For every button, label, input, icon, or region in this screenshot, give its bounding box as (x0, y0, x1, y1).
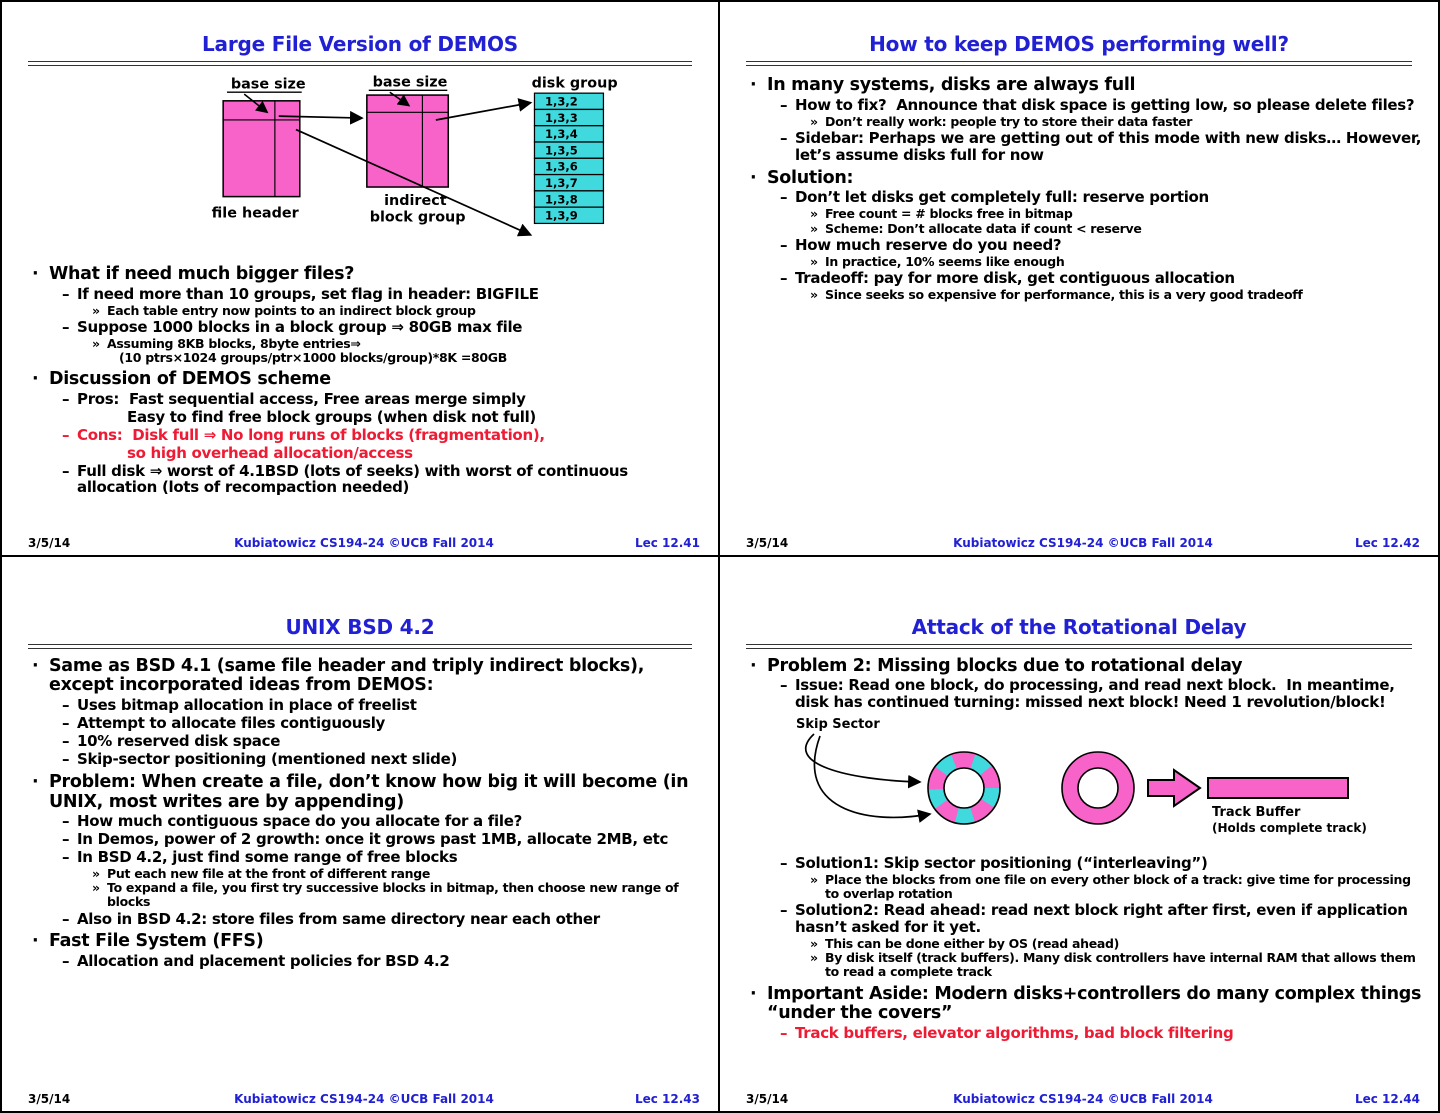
slide-footer (746, 536, 1420, 550)
slide-footer (746, 1092, 1420, 1106)
bullet-line (780, 189, 1426, 206)
bullet-text: Issue: Read one block, do processing, and read next block. In meantime, disk has continued turning: missed next block! Need 1 revolution/block! (795, 676, 1400, 712)
bullet-text: Tradeoff: pay for more disk, get contiguous allocation (795, 268, 1235, 287)
label-base-size-right: base size (372, 74, 448, 91)
bullet-marker: » (810, 113, 818, 129)
disk-cell-text: 1,3,2 (545, 94, 578, 109)
label-disk-group: disk group (531, 75, 618, 92)
bullet-marker: » (810, 206, 818, 222)
footer-date: 3/5/14 (28, 1092, 71, 1106)
bullet-marker: – (780, 676, 788, 695)
bullet-line (780, 97, 1426, 114)
disk-cell-text: 1,3,5 (545, 143, 578, 158)
bullet-text: Easy to find free block groups (when disk not full) (127, 407, 536, 426)
bullet-text: Problem: When create a file, don’t know how big it will become (in UNIX, most writes are by appending) (49, 771, 695, 812)
bullet-line (810, 222, 1426, 236)
bullet-marker: – (62, 696, 70, 715)
bullet-marker: – (780, 268, 788, 287)
bullet-line (92, 867, 706, 881)
bullet-marker: · (32, 369, 39, 390)
bullet-text: Uses bitmap allocation in place of freelist (77, 696, 417, 715)
bullet-text: Same as BSD 4.1 (same file header and triply indirect blocks), except incorporated ideas from DEMOS: (49, 655, 650, 696)
bullet-marker: – (780, 128, 788, 147)
bullet-marker: » (810, 286, 818, 302)
label-indirect-line2: block group (369, 209, 466, 226)
bullet-text: To expand a file, you first try successive blocks in bitmap, then choose new range of blocks (107, 880, 683, 910)
footer-date: 3/5/14 (746, 535, 789, 550)
bullet-marker: » (92, 302, 100, 318)
bullet-line (810, 207, 1426, 221)
bullet-line (62, 391, 706, 408)
ring2-inner-outline (1078, 768, 1118, 808)
slide-content-bottom (720, 855, 1438, 1042)
bullet-marker: · (750, 983, 757, 1004)
bullet-text: How to fix? Announce that disk space is getting low, so please delete files? (795, 95, 1415, 114)
bullet-marker: » (92, 880, 100, 896)
bullet-marker: – (62, 812, 70, 831)
bullet-marker: – (62, 731, 70, 750)
bullet-line (62, 715, 706, 732)
disk-cell-text: 1,3,3 (545, 110, 578, 125)
bullet-line (750, 657, 1426, 677)
bullet-text: Important Aside: Modern disks+controllers do many complex things “under the covers” (767, 983, 1427, 1024)
bullet-line (62, 849, 706, 866)
bullet-marker: · (32, 264, 39, 284)
bullet-text: (10 ptrs×1024 groups/ptr×1000 blocks/group)*8K =80GB (119, 349, 507, 365)
footer-lecture-number: Lec 12.44 (1354, 1092, 1420, 1106)
bullet-line (750, 169, 1426, 189)
label-track-buffer: Track Buffer (1212, 805, 1301, 821)
bullet-line (750, 76, 1426, 96)
footer-course: Kubiatowicz CS194-24 ©UCB Fall 2014 (953, 535, 1213, 550)
bullet-marker: » (810, 220, 818, 236)
bullet-line (750, 985, 1426, 1025)
bullet-marker: · (750, 167, 757, 188)
bullet-text: so high overhead allocation/access (127, 443, 413, 462)
bullet-line (62, 831, 706, 848)
title-rule (746, 61, 1412, 66)
bullet-line (92, 337, 706, 351)
bullet-text: Don’t let disks get completely full: reserve portion (795, 188, 1209, 207)
slide-content (2, 265, 718, 496)
bullet-marker: » (810, 872, 818, 888)
slide-rotational-delay (720, 557, 1438, 1112)
bullet-text: Solution: (767, 167, 854, 188)
bullet-marker: – (780, 188, 788, 207)
bullet-line (810, 115, 1426, 129)
footer-date: 3/5/14 (28, 535, 71, 550)
bullet-text: Since seeks so expensive for performance, this is a very good tradeoff (825, 286, 1303, 302)
bullet-line (32, 370, 706, 390)
disk-cell-text: 1,3,7 (545, 176, 578, 191)
bullet-text: Place the blocks from one file on every other block of a track: give time for processing to overlap rotation (825, 872, 1415, 902)
title-rule (28, 644, 692, 649)
label-base-size-left: base size (230, 76, 306, 93)
bullet-text: In practice, 10% seems like enough (825, 253, 1065, 269)
slide-content (720, 76, 1438, 302)
bullet-text: Pros: Fast sequential access, Free areas merge simply (77, 389, 526, 408)
disk-cell-text: 1,3,8 (545, 192, 578, 207)
transfer-arrow (1148, 770, 1200, 806)
bullet-marker: – (62, 461, 70, 480)
bullet-marker: – (62, 389, 70, 408)
bullet-text: In many systems, disks are always full (767, 75, 1136, 95)
bullet-line (32, 265, 706, 285)
bullet-text: Track buffers, elevator algorithms, bad block filtering (795, 1024, 1234, 1043)
bullet-text: This can be done either by OS (read ahead) (825, 936, 1120, 952)
bullet-text: How much reserve do you need? (795, 235, 1062, 254)
label-indirect-line1: indirect (384, 193, 447, 210)
disk-group-table (534, 93, 603, 223)
bullet-line (32, 657, 706, 697)
bullet-text: Problem 2: Missing blocks due to rotational delay (767, 655, 1243, 676)
bullet-line (780, 270, 1426, 287)
footer-course: Kubiatowicz CS194-24 ©UCB Fall 2014 (234, 535, 494, 550)
bullet-line (62, 697, 706, 714)
bullet-text: Skip-sector positioning (mentioned next slide) (77, 749, 458, 768)
bullet-text: In Demos, power of 2 growth: once it grows past 1MB, allocate 2MB, etc (77, 830, 669, 849)
bullet-marker: » (92, 335, 100, 351)
bullet-text: Allocation and placement policies for BSD 4.2 (77, 952, 450, 971)
bullet-marker: » (810, 950, 818, 966)
slide-footer (28, 1092, 700, 1106)
bullet-line (62, 319, 706, 336)
indirect-block-group-rect (367, 95, 448, 187)
bullet-marker: – (780, 901, 788, 920)
title-rule (28, 61, 692, 66)
bullet-text: Attempt to allocate files contiguously (77, 713, 386, 732)
footer-course: Kubiatowicz CS194-24 ©UCB Fall 2014 (234, 1092, 494, 1106)
label-skip-sector: Skip Sector (796, 717, 880, 733)
bullet-marker: – (62, 284, 70, 303)
bullet-line (62, 751, 706, 768)
bullet-marker: · (32, 655, 39, 676)
footer-lecture-number: Lec 12.41 (634, 535, 700, 550)
slide-title: Attack of the Rotational Delay (911, 614, 1247, 639)
bullet-text: How much contiguous space do you allocate for a file? (77, 812, 522, 831)
label-track-buffer-sub: (Holds complete track) (1212, 821, 1367, 836)
solid-track-ring (1062, 752, 1134, 824)
bullet-marker: – (62, 317, 70, 336)
track-buffer-rect (1208, 778, 1348, 798)
bullet-marker: – (62, 952, 70, 971)
footer-date: 3/5/14 (746, 1092, 789, 1106)
bullet-text: Full disk ⇒ worst of 4.1BSD (lots of seeks) with worst of continuous allocation (lots of recompaction needed) (77, 461, 633, 497)
disk-cell-text: 1,3,4 (545, 127, 578, 142)
disk-cell-text: 1,3,6 (545, 159, 578, 174)
bullet-marker: – (62, 909, 70, 928)
bullet-marker: » (810, 936, 818, 952)
bullet-line (810, 937, 1426, 951)
bullet-marker: – (780, 854, 788, 873)
bullet-line (62, 286, 706, 303)
label-file-header: file header (211, 205, 299, 222)
bullet-marker: – (62, 713, 70, 732)
bullet-text: Each table entry now points to an indirect block group (107, 302, 476, 318)
bullet-line (62, 427, 706, 444)
bullet-text: Don’t really work: people try to store their data faster (825, 113, 1193, 129)
bullet-marker: » (810, 253, 818, 269)
bullet-line (780, 130, 1426, 164)
demos-block-diagram (86, 74, 718, 260)
slide-large-file-demos (2, 2, 720, 557)
bullet-marker: – (62, 848, 70, 867)
bullet-text: Scheme: Don’t allocate data if count < reserve (825, 220, 1142, 236)
bullet-line (92, 881, 706, 909)
bullet-marker: – (780, 95, 788, 114)
bullet-text: Free count = # blocks free in bitmap (825, 206, 1073, 222)
bullet-text: In BSD 4.2, just find some range of free blocks (77, 848, 458, 867)
bullet-text: Cons: Disk full ⇒ No long runs of blocks (fragmentation), (77, 425, 545, 444)
bullet-line (780, 902, 1426, 936)
bullet-line (92, 304, 706, 318)
bullet-line (32, 932, 706, 952)
bullet-line (780, 1025, 1426, 1042)
bullet-text: 10% reserved disk space (77, 731, 281, 750)
slide-title: How to keep DEMOS performing well? (869, 32, 1289, 56)
bullet-line (32, 773, 706, 813)
slide-content-top (720, 657, 1438, 712)
bullet-line (810, 255, 1426, 269)
arrow-skip-sector-2 (814, 736, 930, 817)
bullet-line (780, 677, 1426, 711)
bullet-line (62, 445, 706, 462)
bullet-text: Sidebar: Perhaps we are getting out of this mode with new disks… However, let’s assume disks full for now (795, 128, 1427, 164)
bullet-text: Also in BSD 4.2: store files from same directory near each other (77, 909, 600, 928)
slide-title: UNIX BSD 4.2 (285, 614, 435, 639)
interleaved-track-ring (928, 752, 1000, 824)
bullet-line (62, 463, 706, 497)
bullet-line (62, 911, 706, 928)
bullet-line (780, 855, 1426, 872)
slide-unix-bsd-42 (2, 557, 720, 1112)
bullet-text: Put each new file at the front of different range (107, 866, 431, 882)
bullet-marker: – (62, 425, 70, 444)
ring-inner-outline (944, 768, 984, 808)
footer-course: Kubiatowicz CS194-24 ©UCB Fall 2014 (953, 1092, 1213, 1106)
bullet-text: Suppose 1000 blocks in a block group ⇒ 80GB max file (77, 317, 523, 336)
rotational-delay-diagram (768, 712, 1438, 854)
bullet-line (62, 813, 706, 830)
bullet-text: What if need much bigger files? (49, 264, 355, 284)
bullet-marker: – (62, 830, 70, 849)
title-rule (746, 644, 1412, 649)
slide-footer (28, 536, 700, 550)
bullet-text: Assuming 8KB blocks, 8byte entries⇒ (107, 335, 361, 351)
bullet-line (810, 873, 1426, 901)
bullet-text: Solution2: Read ahead: read next block right after first, even if application hasn’t asked for it yet. (795, 901, 1413, 937)
bullet-marker: » (92, 866, 100, 882)
slide-title: Large File Version of DEMOS (202, 32, 518, 56)
bullet-marker: – (62, 749, 70, 768)
bullet-line (62, 409, 706, 426)
bullet-marker: · (32, 771, 39, 792)
bullet-marker: – (780, 235, 788, 254)
bullet-line (810, 288, 1426, 302)
bullet-text: Solution1: Skip sector positioning (“interleaving”) (795, 854, 1208, 873)
demos-diagram-svg (86, 74, 686, 256)
footer-lecture-number: Lec 12.42 (1354, 535, 1420, 550)
bullet-marker: · (750, 655, 757, 676)
arrow-skip-sector-1 (806, 734, 920, 782)
bullet-line (62, 733, 706, 750)
rotational-diagram-svg (768, 712, 1388, 850)
bullet-text: By disk itself (track buffers). Many disk controllers have internal RAM that allows them to read a complete track (825, 950, 1420, 980)
file-header-rect (223, 101, 300, 197)
bullet-text: Fast File System (FFS) (49, 931, 264, 952)
footer-lecture-number: Lec 12.43 (634, 1092, 700, 1106)
slide-demos-performing-well (720, 2, 1438, 557)
bullet-line (92, 351, 706, 365)
arrow-indirect-to-disk-top (436, 103, 531, 120)
bullet-marker: · (750, 75, 757, 95)
bullet-line (62, 953, 706, 970)
slide-content (2, 657, 718, 971)
bullet-text: Discussion of DEMOS scheme (49, 369, 331, 390)
bullet-line (810, 951, 1426, 979)
bullet-line (780, 237, 1426, 254)
disk-cell-text: 1,3,9 (545, 208, 578, 223)
bullet-marker: · (32, 931, 39, 952)
bullet-text: If need more than 10 groups, set flag in header: BIGFILE (77, 284, 539, 303)
bullet-marker: – (780, 1024, 788, 1043)
